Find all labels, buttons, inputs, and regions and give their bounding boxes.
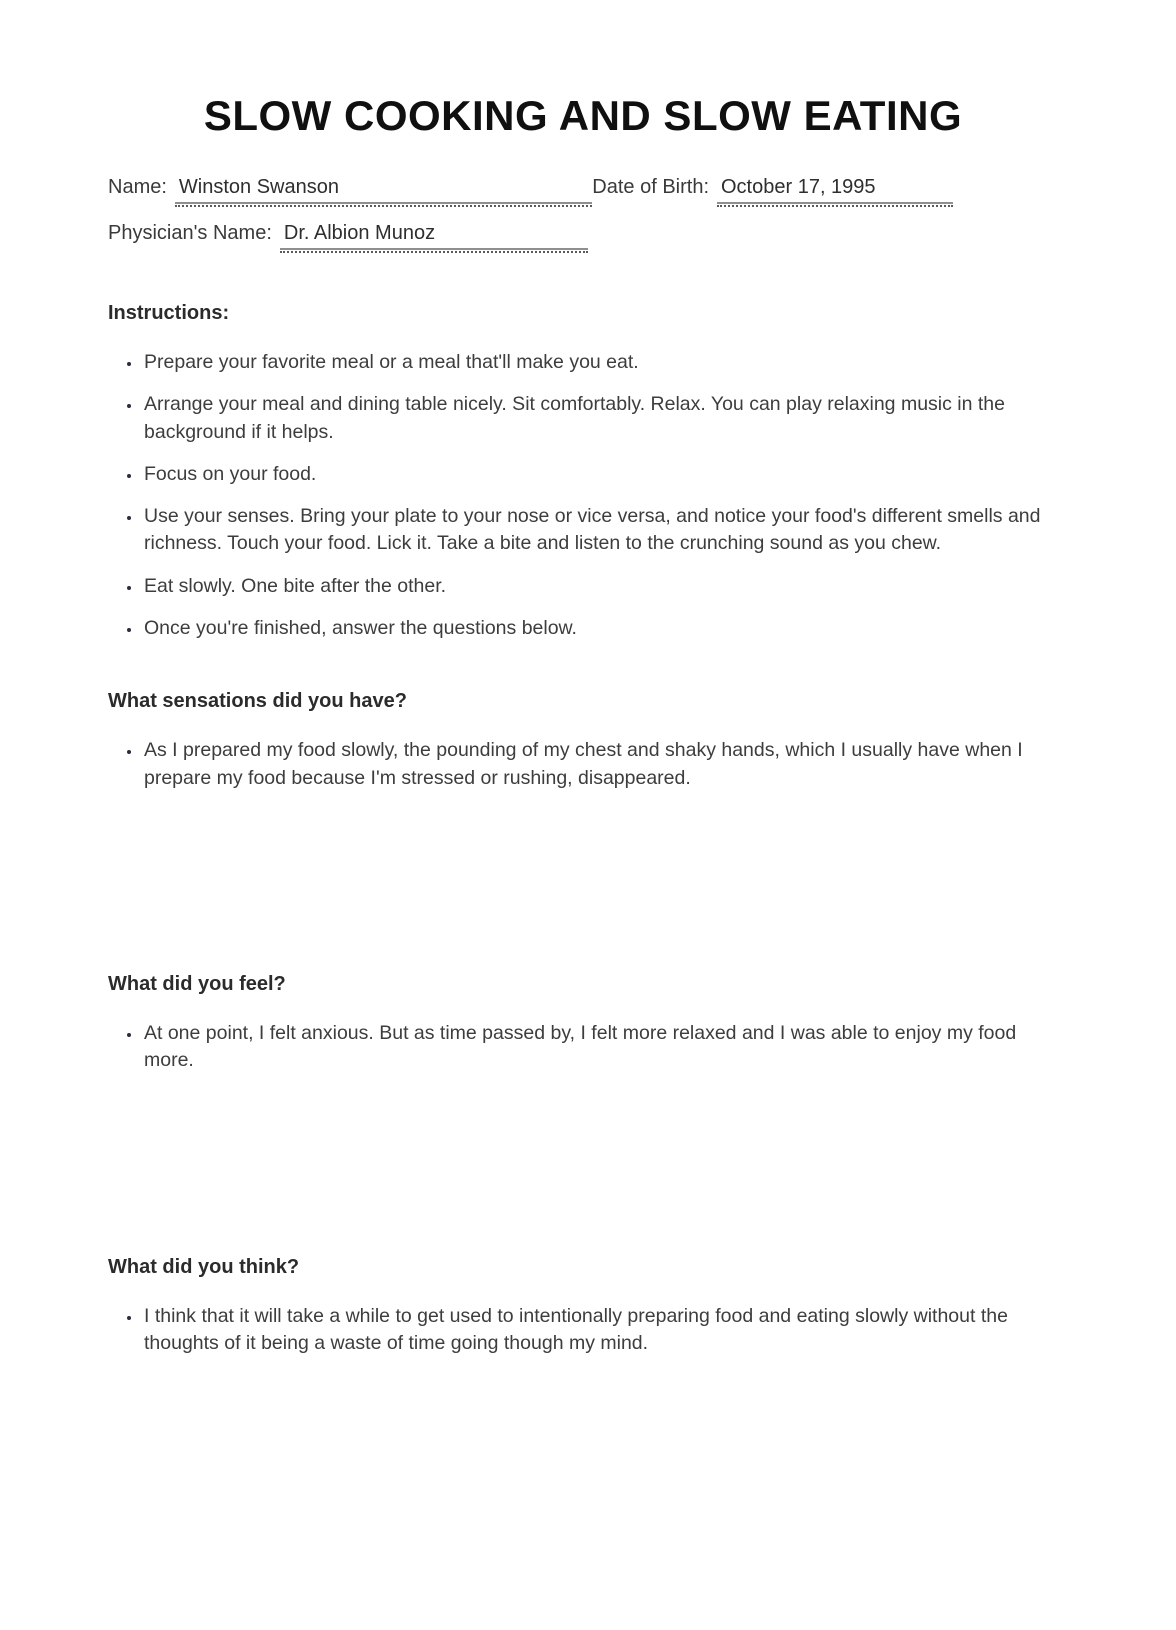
answer-item[interactable]: • I think that it will take a while to get used to intentionally preparing food and eating slowly without the thoughts of it being a waste of time going though my mind. bbox=[142, 1303, 1058, 1358]
date-of-birth-field[interactable]: October 17, 1995 bbox=[717, 176, 953, 204]
physician-row bbox=[108, 222, 953, 250]
question-heading-think: What did you think? bbox=[108, 1255, 300, 1278]
instruction-item: • Eat slowly. One bite after the other. bbox=[142, 573, 1058, 600]
question-heading-feel: What did you feel? bbox=[108, 972, 286, 995]
instruction-item: • Use your senses. Bring your plate to your nose or vice versa, and notice your food's different smells and richness. Touch your food. Lick it. Take a bite and listen to the crunching sound as you chew. bbox=[142, 503, 1058, 558]
instructions-list bbox=[108, 349, 1058, 642]
instruction-item: • Prepare your favorite meal or a meal that'll make you eat. bbox=[142, 349, 1058, 376]
answer-item[interactable]: • At one point, I felt anxious. But as time passed by, I felt more relaxed and I was able to enjoy my food more. bbox=[142, 1020, 1058, 1075]
answer-list bbox=[108, 737, 1058, 792]
instruction-item: • Focus on your food. bbox=[142, 461, 1058, 488]
name-label: Name: bbox=[108, 176, 167, 198]
date-of-birth-label: Date of Birth: bbox=[592, 176, 709, 198]
answer-list bbox=[108, 1303, 1058, 1358]
patient-info-form bbox=[108, 176, 953, 250]
question-section-feel bbox=[108, 973, 1058, 1208]
physician-name-label: Physician's Name: bbox=[108, 222, 272, 244]
question-section-think bbox=[108, 1256, 1058, 1358]
document-title: SLOW COOKING AND SLOW EATING bbox=[203, 92, 963, 139]
answer-writing-space[interactable] bbox=[108, 1090, 1058, 1208]
question-section-sensations bbox=[108, 690, 1058, 925]
physician-name-field[interactable]: Dr. Albion Munoz bbox=[280, 222, 588, 250]
answer-list bbox=[108, 1020, 1058, 1075]
question-heading-sensations: What sensations did you have? bbox=[108, 690, 407, 713]
answer-item[interactable]: • As I prepared my food slowly, the pounding of my chest and shaky hands, which I usually have when I prepare my food because I'm stressed or rushing, disappeared. bbox=[142, 737, 1058, 792]
instruction-item: • Arrange your meal and dining table nicely. Sit comfortably. Relax. You can play relaxing music in the background if it helps. bbox=[142, 391, 1058, 446]
name-dob-row bbox=[108, 176, 953, 204]
instructions-heading: Instructions: bbox=[108, 302, 230, 324]
answer-writing-space[interactable] bbox=[108, 807, 1058, 925]
name-field[interactable]: Winston Swanson bbox=[175, 176, 592, 204]
instruction-item: • Once you're finished, answer the questions below. bbox=[142, 615, 1058, 642]
